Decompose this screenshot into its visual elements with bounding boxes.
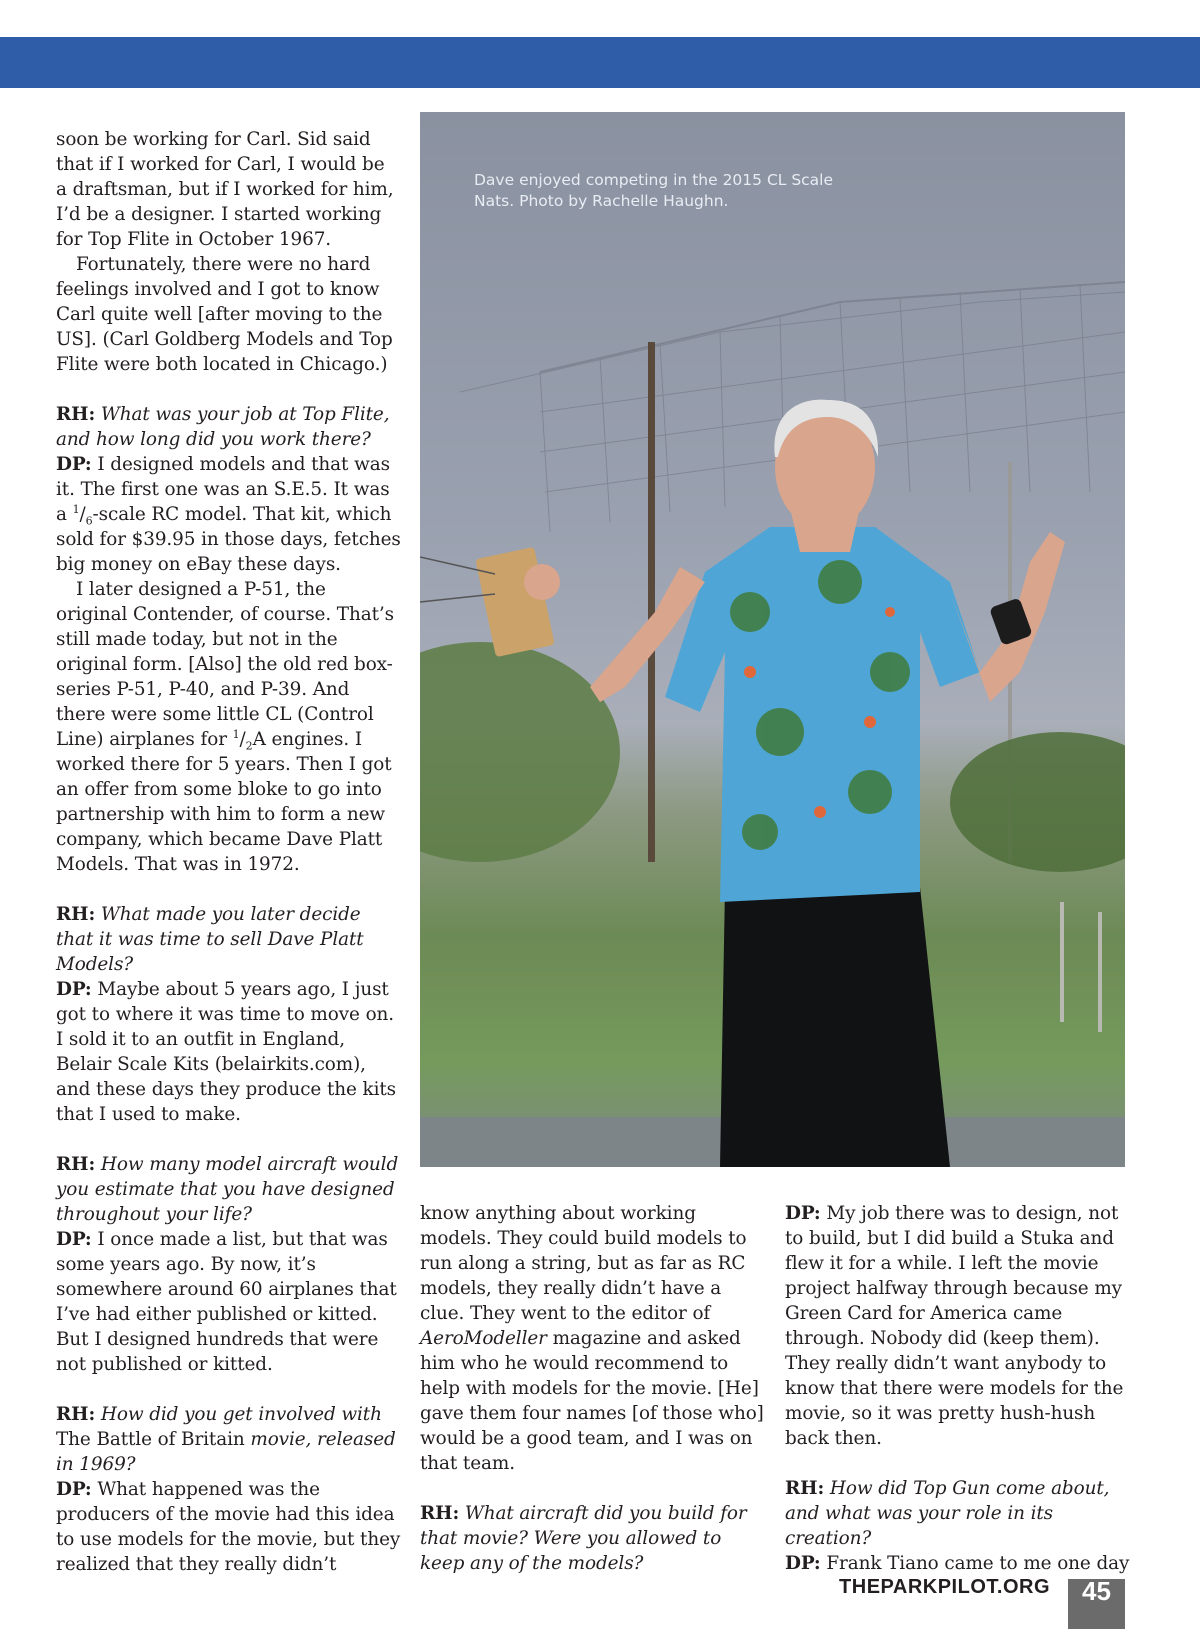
control-handle xyxy=(475,547,554,657)
question: RH: How did Top Gun come about, and what was your role in its creation? xyxy=(785,1478,1110,1549)
pants xyxy=(720,887,950,1167)
paragraph: Fortunately, there were no hard feelings involved and I got to know Carl quite well [after moving to the US]. (Carl Goldberg Models and Top Flite were both located in Chicago.) xyxy=(56,254,393,375)
question-text: What was your job at Top Flite, and how long did you work there? xyxy=(56,404,390,450)
interviewer-label: RH: xyxy=(56,404,96,425)
question: RH: What made you later decide that it was time to sell Dave Platt Models? xyxy=(56,904,364,975)
answer: DP: I once made a list, but that was some years ago. By now, it’s somewhere around 60 airplanes that I’ve had either published or kitted. But I designed hundreds that were not published or kitted. xyxy=(56,1229,397,1375)
answer: DP: I designed models and that was it. The first one was an S.E.5. It was a $^1/_6$-scale RC model. That kit, which sold for $39.95 in those days, fetches big money on eBay these days. xyxy=(56,454,401,575)
footer-site-url: THEPARKPILOT.ORG xyxy=(839,1576,1050,1598)
question: RH: How many model aircraft would you estimate that you have designed throughout your life? xyxy=(56,1154,399,1225)
trees xyxy=(420,642,620,862)
interviewee-label: DP: xyxy=(56,454,92,475)
article-column-2 xyxy=(420,1201,765,1576)
page-number: 45 xyxy=(1082,1576,1111,1606)
answer: DP: My job there was to design, not to build, but I did build a Stuka and flew it for a while. I left the movie project halfway through because my Green Card for America came through. Nobody did (keep them). They really didn’t want anybody to know that there were models for the movie, so it was pretty hush-hush back then. xyxy=(785,1203,1124,1449)
photo-caption: Dave enjoyed competing in the 2015 CL Scale Nats. Photo by Rachelle Haughn. xyxy=(474,171,834,210)
fence-pole xyxy=(648,342,655,862)
article-column-3 xyxy=(785,1201,1130,1576)
paragraph: soon be working for Carl. Sid said that if I worked for Carl, I would be a draftsman, but if I worked for him, I’d be a designer. I started working for Top Flite in October 1967. xyxy=(56,129,394,250)
answer: DP: Maybe about 5 years ago, I just got to where it was time to move on. I sold it to an outfit in England, Belair Scale Kits (belairkits.com), and these days they produce the kits that I used to make. xyxy=(56,979,396,1125)
article-column-1 xyxy=(56,127,401,1577)
question: RH: What aircraft did you build for that movie? Were you allowed to keep any of the models? xyxy=(420,1503,747,1574)
question xyxy=(56,402,401,452)
question: RH: How did you get involved with The Battle of Britain movie, released in 1969? xyxy=(56,1404,396,1475)
answer: DP: Frank Tiano came to me one day xyxy=(785,1553,1130,1574)
paragraph: I later designed a P-51, the original Contender, of course. That’s still made today, but not in the original form. [Also] the old red box-series P-51, P-40, and P-39. And there were some little CL (Control Line) airplanes for $^1/_2A$ engines. I worked there for 5 years. Then I got an offer from some bloke to go into partnership with him to form a new company, which became Dave Platt Models. That was in 1972. xyxy=(56,579,394,875)
answer: DP: What happened was the producers of the movie had this idea to use models for the movie, but they realized that they really didn’t xyxy=(56,1479,401,1575)
paragraph: know anything about working models. They could build models to run along a string, but as far as RC models, they really didn’t have a clue. They went to the editor of AeroModeller magazine and asked him who he would recommend to help with models for the movie. [He] gave them four names [of those who] would be a good team, and I was on that team. xyxy=(420,1203,764,1474)
movie-title: The Battle of Britain xyxy=(56,1429,245,1450)
article-photo xyxy=(420,112,1125,1167)
magazine-title: AeroModeller xyxy=(420,1328,547,1349)
page-number-box xyxy=(1068,1576,1125,1629)
photo-illustration xyxy=(420,112,1125,1167)
header-color-bar xyxy=(0,37,1200,88)
